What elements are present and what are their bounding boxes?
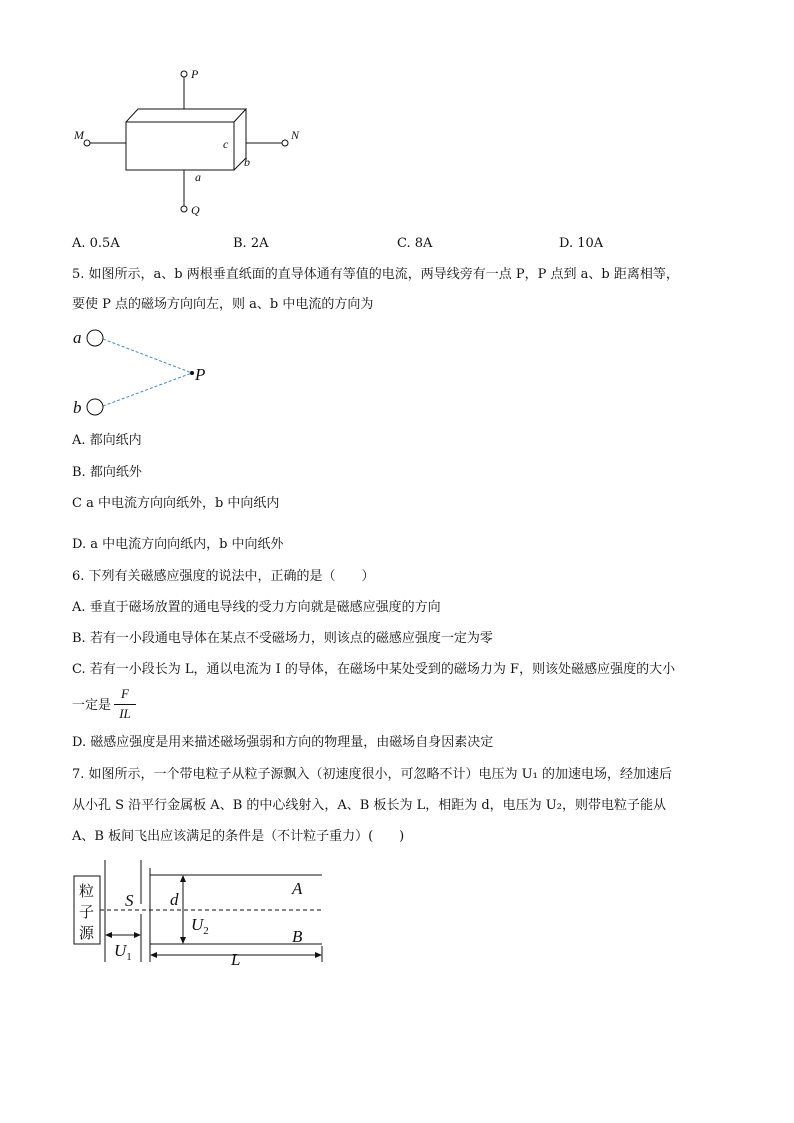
box-top xyxy=(126,109,246,122)
source-label-1: 粒 xyxy=(79,884,95,900)
q7-stem-line2: 从小孔 S 沿平行金属板 A、B 的中心线射入，A、B 板长为 L，相距为 d，电压为 U₂，则带电粒子能从 xyxy=(72,798,666,813)
label-L: L xyxy=(231,950,241,969)
q4-option-c: C. 8A xyxy=(397,236,433,251)
fraction-numerator: F xyxy=(121,686,129,701)
terminal-N xyxy=(282,140,288,146)
q6-option-c-line2: 一定是 xyxy=(72,698,112,713)
point-P xyxy=(190,371,194,375)
label-c: c xyxy=(223,137,229,151)
label-M: M xyxy=(74,128,84,142)
q4-figure xyxy=(70,62,310,222)
label-a: a xyxy=(73,328,82,347)
label-P: P xyxy=(191,67,199,81)
q4-option-d: D. 10A xyxy=(559,236,604,251)
box-front xyxy=(126,122,234,170)
conductor-b xyxy=(87,399,103,415)
q5-stem-line2: 要使 P 点的磁场方向向左，则 a、b 中电流的方向为 xyxy=(72,297,374,312)
q6-option-c-line1: C. 若有一小段长为 L，通以电流为 I 的导体，在磁场中某处受到的磁场力为 F，则该处磁感应强度的大小 xyxy=(72,662,676,677)
fraction-bar xyxy=(114,704,136,705)
label-N: N xyxy=(291,128,300,142)
label-d: d xyxy=(170,890,179,909)
label-A: A xyxy=(292,879,303,898)
q5-option-b: B. 都向纸外 xyxy=(72,465,142,480)
q5-option-d: D. a 中电流方向向纸内，b 中向纸外 xyxy=(72,537,284,552)
label-Q: Q xyxy=(191,203,200,217)
fraction-denominator: IL xyxy=(119,706,131,721)
label-U2: $U_2$ xyxy=(191,915,209,937)
q5-stem-line1: 5. 如图所示，a、b 两根垂直纸面的直导体通有等值的电流，两导线旁有一点 P，P 点到 a、b 距离相等， xyxy=(72,267,679,282)
q4-option-b: B. 2A xyxy=(233,236,269,251)
terminal-M xyxy=(84,140,90,146)
q4-option-a: A. 0.5A xyxy=(72,236,120,251)
q7-stem-line3: A、B 板间飞出应该满足的条件是（不计粒子重力）( ) xyxy=(72,829,405,844)
label-B: B xyxy=(292,927,303,946)
terminal-P xyxy=(181,71,187,77)
q6-option-d: D. 磁感应强度是用来描述磁场强弱和方向的物理量，由磁场自身因素决定 xyxy=(72,735,494,750)
q6-option-b: B. 若有一小段通电导体在某点不受磁场力，则该点的磁感应强度一定为零 xyxy=(72,631,493,646)
q5-option-c: C a 中电流方向向纸外，b 中向纸内 xyxy=(72,496,280,511)
q6-stem: 6. 下列有关磁感应强度的说法中，正确的是（ ） xyxy=(72,569,375,584)
q7-figure xyxy=(70,858,332,970)
label-a: a xyxy=(195,170,201,184)
q5-option-a: A. 都向纸内 xyxy=(72,433,142,448)
label-b: b xyxy=(244,155,250,169)
conductor-a xyxy=(87,330,103,346)
label-b: b xyxy=(73,398,82,417)
q7-stem-line1: 7. 如图所示，一个带电粒子从粒子源飘入（初速度很小，可忽略不计）电压为 U₁ 的加速电场，经加速后 xyxy=(72,767,672,782)
terminal-Q xyxy=(181,206,187,212)
label-S: S xyxy=(125,891,134,910)
source-label-2: 子 xyxy=(79,905,95,921)
label-U1: $U_1$ xyxy=(114,941,132,963)
source-label-3: 源 xyxy=(79,926,95,942)
q6-option-a: A. 垂直于磁场放置的通电导线的受力方向就是磁感应强度的方向 xyxy=(72,600,441,615)
label-P: P xyxy=(195,365,206,384)
q5-figure xyxy=(70,325,220,420)
